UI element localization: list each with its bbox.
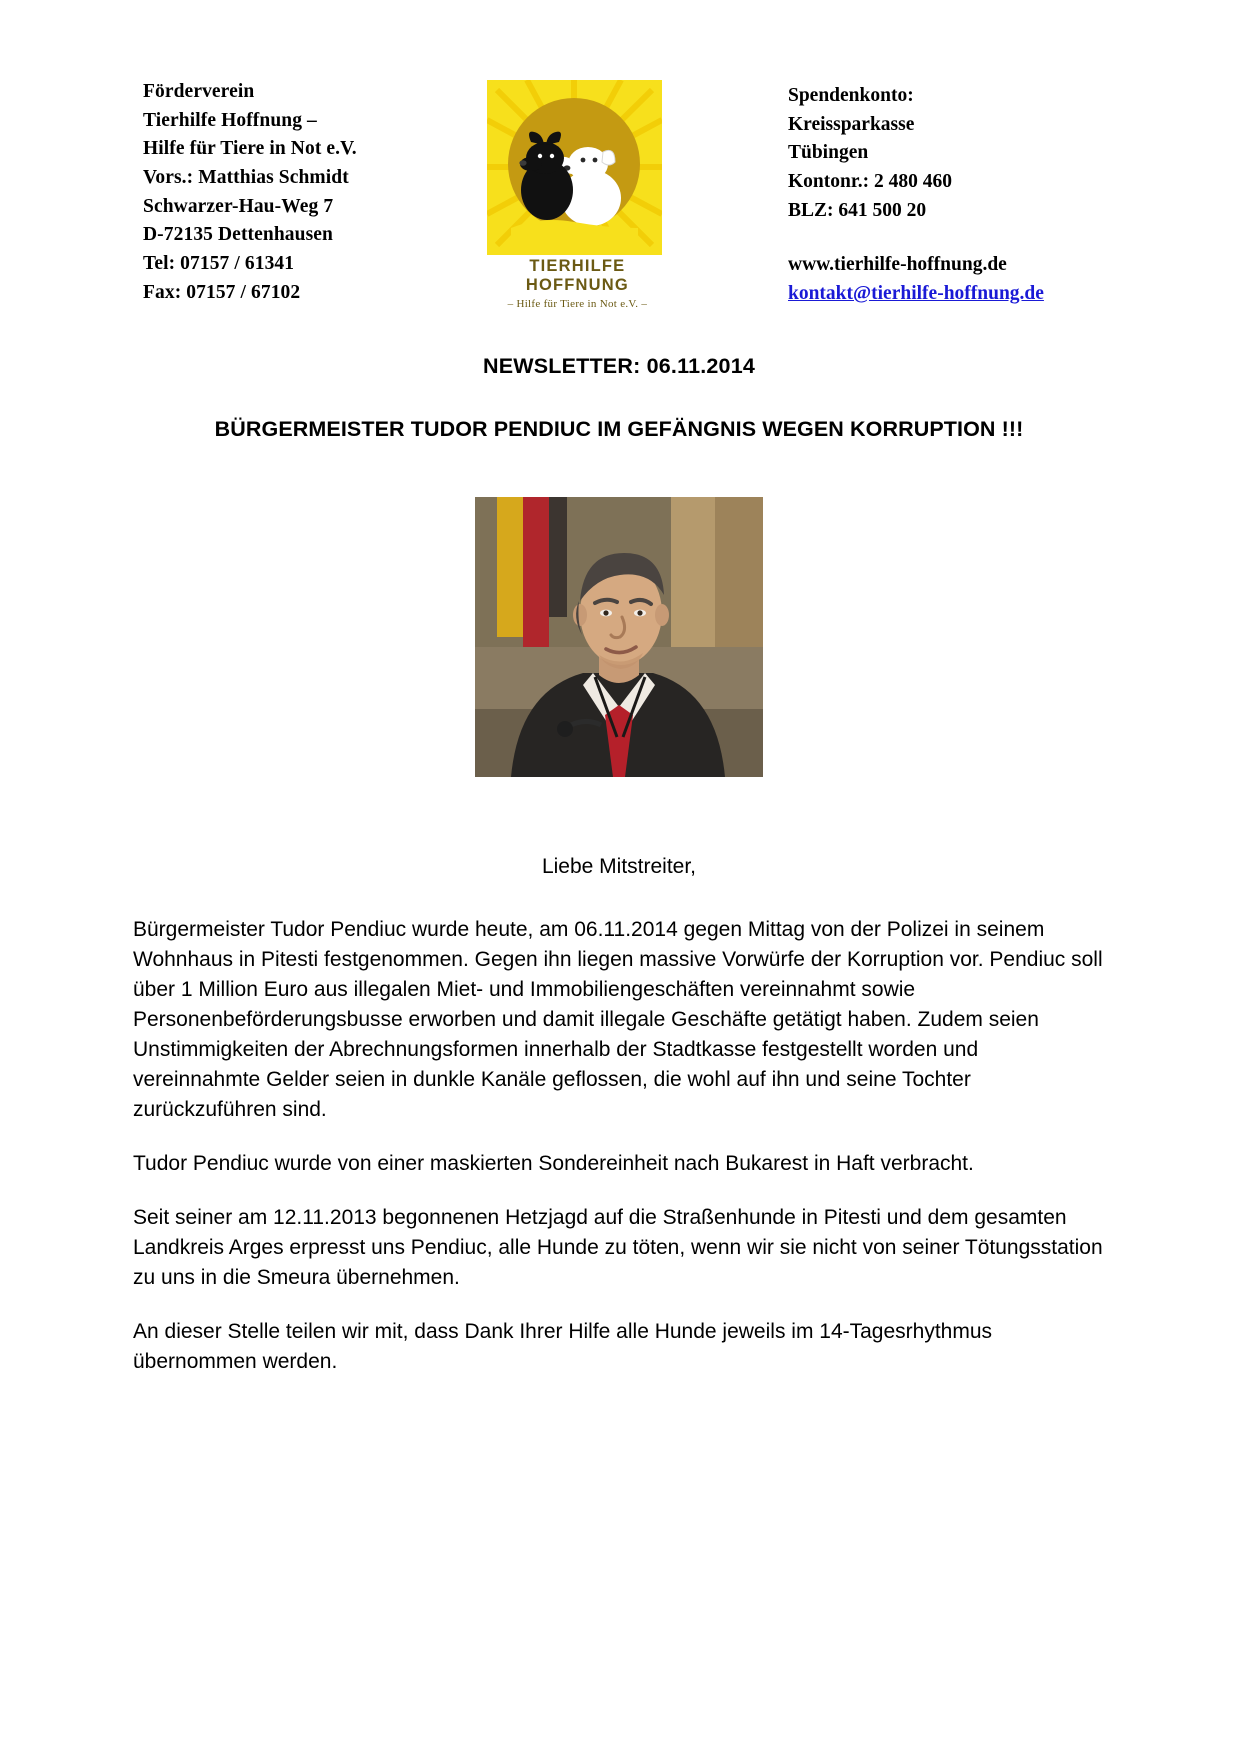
bank-line-2: Kreissparkasse	[787, 113, 915, 135]
website-link[interactable]: www.tierhilfe-hoffnung.de	[787, 254, 1007, 276]
newsletter-date-line: NEWSLETTER: 06.11.2014	[482, 354, 756, 378]
bank-details	[788, 78, 1118, 309]
portrait-photo-graphic	[475, 497, 763, 777]
sender-line-1: Förderverein	[143, 81, 255, 102]
paragraph-2: Tudor Pendiuc wurde von einer maskierten Sondereinheit nach Bukarest in Haft verbracht.	[133, 1152, 974, 1176]
sender-line-4: Vors.: Matthias Schmidt	[143, 166, 349, 188]
article-body	[0, 915, 1238, 1377]
tierhilfe-hoffnung-logo-icon	[487, 80, 662, 255]
greeting-line: Liebe Mitstreiter,	[541, 855, 697, 878]
sender-line-2: Tierhilfe Hoffnung –	[143, 109, 317, 131]
logo-caption-sub: – Hilfe für Tiere in Not e.V. –	[507, 298, 648, 310]
sender-address	[143, 78, 357, 307]
paragraph-1: Bürgermeister Tudor Pendiuc wurde heute, am 06.11.2014 gegen Mittag von der Polizei in seinem Wohnhaus in Pitesti festgenommen. Gegen ihn liegen massive Vorwürfe der Korruption vor. Pendiuc soll über 1 Million Euro aus illegalen Miet- und Immobiliengeschäften vereinnahmt sowie Personenbeförderungsbusse erworben und damit illegale Geschäfte getätigt haben. Zudem seien Unstimmigkeiten der Abrechnungsformen innerhalb der Stadtkasse festgestellt worden und vereinnahmte Gelder seien in dunkle Kanäle geflossen, die wohl auf ihn und seine Tochter zurückzuführen sind.	[133, 918, 1103, 1122]
organization-logo	[487, 80, 667, 310]
sender-line-3: Hilfe für Tiere in Not e.V.	[143, 138, 357, 160]
paragraph-3: Seit seiner am 12.11.2013 begonnenen Hetzjagd auf die Straßenhunde in Pitesti und dem gesamten Landkreis Arges erpresst uns Pendiuc, alle Hunde zu töten, wenn wir sie nicht von seiner Tötungsstation zu uns in die Smeura übernehmen.	[133, 1206, 1103, 1290]
logo-graphic	[487, 80, 662, 255]
paragraph-4: An dieser Stelle teilen wir mit, dass Dank Ihrer Hilfe alle Hunde jeweils im 14-Tagesrhythmus übernommen werden.	[133, 1320, 993, 1374]
bank-line-3: Tübingen	[787, 142, 869, 164]
bank-line-5: BLZ: 641 500 20	[787, 199, 927, 221]
sender-line-5: Schwarzer-Hau-Weg 7	[143, 195, 334, 217]
letterhead	[0, 0, 1238, 310]
logo-caption-main: TIERHILFE HOFFNUNG	[525, 257, 629, 294]
sender-line-7: Tel: 07157 / 61341	[143, 252, 295, 274]
article-image-container	[0, 497, 1238, 777]
sender-line-8: Fax: 07157 / 67102	[143, 281, 301, 303]
bank-line-1: Spendenkonto:	[787, 85, 914, 106]
email-link[interactable]: kontakt@tierhilfe-hoffnung.de	[787, 282, 1044, 304]
sender-line-6: D-72135 Dettenhausen	[143, 224, 333, 246]
bank-spacer	[788, 225, 1118, 251]
page-title: BÜRGERMEISTER TUDOR PENDIUC IM GEFÄNGNIS WEGEN KORRUPTION !!!	[214, 417, 1024, 441]
bank-line-4: Kontonr.: 2 480 460	[787, 170, 952, 192]
article-image	[475, 497, 763, 777]
